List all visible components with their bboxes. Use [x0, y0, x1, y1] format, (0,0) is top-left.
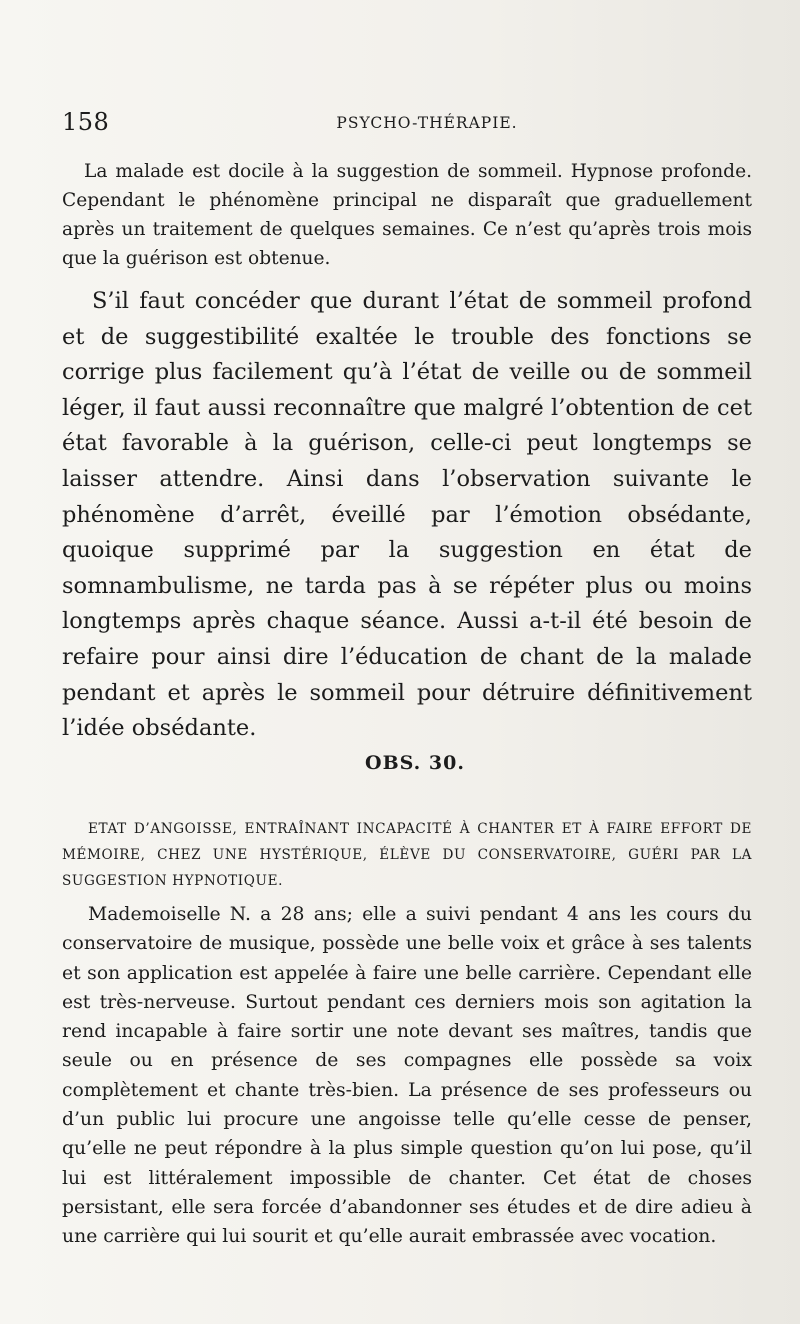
running-title: PSYCHO-THÉRAPIE. [336, 114, 518, 132]
observation-heading: OBS. 30. [365, 752, 465, 774]
paragraph-2: S’il faut concéder que durant l’état de sommeil profond et de suggestibilité exaltée le trouble des fonctions se corrige plus facilement qu’à l’état de veille ou de sommeil léger, il faut aussi reconnaître que malgré l’obtention de cet état favorable à la guérison, celle-ci peut longtemps se laisser attendre. Ainsi dans l’observation suivante le phénomène d’arrêt, éveillé par l’émotion obsédante, quoique supprimé par la suggestion en état de somnambulisme, ne tarda pas à se répéter plus ou moins longtemps après chaque séance. Aussi a-t-il été besoin de refaire pour ainsi dire l’éducation de chant de la malade pendant et après le sommeil pour détruire définitivement l’idée obsédante. [62, 288, 752, 742]
case-title: ETAT D’ANGOISSE, ENTRAÎNANT INCAPACITÉ À CHANTER ET À FAIRE EFFORT DE MÉMOIRE, CHEZ UNE HYSTÉRIQUE, ÉLÈVE DU CONSERVATOIRE, GUÉRI PAR LA SUGGESTION HYPNOTIQUE. [62, 821, 752, 889]
paragraph-1: La malade est docile à la suggestion de sommeil. Hypnose profonde. Cependant le phénomène principal ne disparaît que graduellement après un traitement de quelques semaines. Ce n’est qu’après trois mois que la guérison est obtenue. [62, 161, 752, 269]
paragraph-3: Mademoiselle N. a 28 ans; elle a suivi pendant 4 ans les cours du conservatoire de musique, possède une belle voix et grâce à ses talents et son application est appelée à faire une belle carrière. Cependant elle est très-nerveuse. Surtout pendant ces derniers mois son agitation la rend incapable à faire sortir une note devant ses maîtres, tandis que seule ou en présence de ses compagnes elle possède sa voix complètement et chante très-bien. La présence de ses professeurs ou d’un public lui procure une angoisse telle qu’elle cesse de penser, qu’elle ne peut répondre à la plus simple question qu’on lui pose, qu’il lui est littéralement impossible de chanter. Cet état de choses persistant, elle sera forcée d’abandonner ses études et de dire adieu à une carrière qui lui sourit et qu’elle aurait embrassée avec vocation. [62, 904, 752, 1248]
page-header [62, 108, 752, 140]
page-number: 158 [62, 108, 110, 136]
